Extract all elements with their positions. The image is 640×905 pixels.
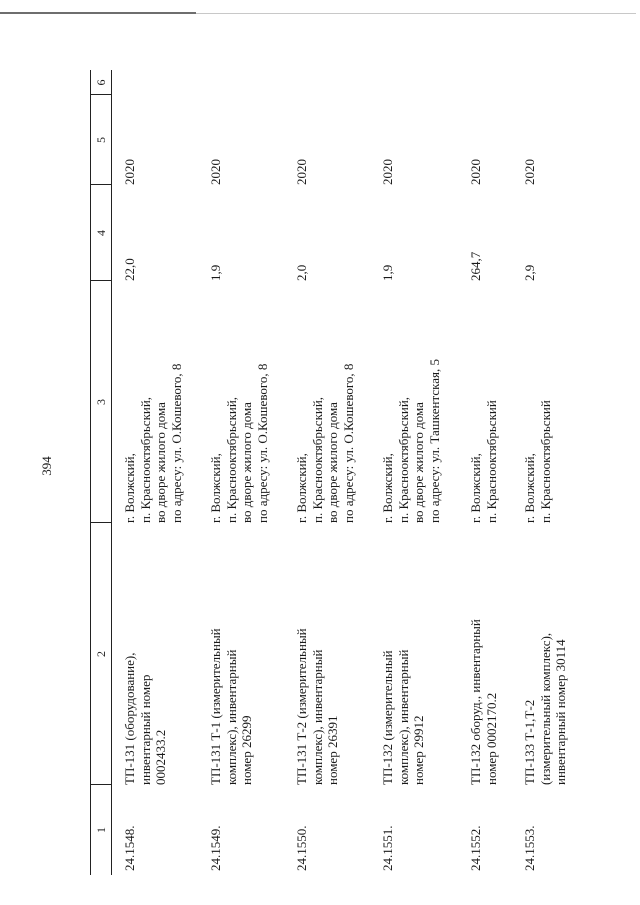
object-name-line: ТП-131 Т-1 (измерительный xyxy=(208,628,223,785)
table-header-row xyxy=(90,70,112,875)
object-address-line: во дворе жилого дома xyxy=(239,402,254,523)
row-number: 24.1551. xyxy=(380,825,395,871)
object-name xyxy=(208,535,255,785)
row-number: 24.1550. xyxy=(294,825,309,871)
object-name-line: номер 0002170.2 xyxy=(483,692,499,785)
object-address-line: п. Краснооктябрьский xyxy=(537,400,553,523)
object-address-line: по адресу: ул. Ташкентская, 5 xyxy=(426,359,442,523)
header-col-3: 3 xyxy=(94,399,108,405)
object-value: 2,0 xyxy=(294,264,309,281)
object-name-line: комплекс), инвентарный xyxy=(395,649,411,785)
header-col-6: 6 xyxy=(94,79,108,86)
object-name-line: номер 26391 xyxy=(325,715,340,785)
object-address-line: г. Волжский, xyxy=(208,453,223,523)
page-number: 394 xyxy=(39,456,54,476)
object-value: 1,9 xyxy=(380,264,395,281)
object-address xyxy=(522,293,553,523)
object-address-line: во дворе жилого дома xyxy=(325,402,340,523)
object-address-line: по адресу: ул. О.Кошевого, 8 xyxy=(340,363,356,523)
property-table xyxy=(90,70,615,875)
header-col-1: 1 xyxy=(94,827,108,833)
row-number: 24.1552. xyxy=(468,825,483,871)
object-name xyxy=(468,535,499,785)
object-address-line: г. Волжский, xyxy=(122,453,137,523)
object-address-line: во дворе жилого дома xyxy=(411,402,426,523)
object-name-line: ТП-132 (измерительный xyxy=(380,650,395,785)
header-col-5: 5 xyxy=(94,137,108,143)
row-number: 24.1553. xyxy=(522,825,537,871)
object-year: 2020 xyxy=(208,159,223,185)
object-address xyxy=(208,293,270,523)
object-address xyxy=(122,293,184,523)
object-address-line: п. Краснооктябрьский, xyxy=(137,396,153,523)
object-name xyxy=(294,535,341,785)
object-address-line: по адресу: ул. О.Кошевого, 8 xyxy=(254,363,270,523)
object-address-line: п. Краснооктябрьский, xyxy=(309,396,325,523)
object-name-line: 0002433.2 xyxy=(153,729,168,785)
object-address xyxy=(294,293,356,523)
row-number: 24.1548. xyxy=(122,825,137,871)
object-address-line: во дворе жилого дома xyxy=(153,402,168,523)
object-value: 1,9 xyxy=(208,264,223,281)
object-address-line: г. Волжский, xyxy=(380,453,395,523)
object-name-line: ТП-131 Т-2 (измерительный xyxy=(294,628,309,785)
object-year: 2020 xyxy=(468,159,483,185)
object-name xyxy=(122,535,169,785)
object-address-line: г. Волжский, xyxy=(294,453,309,523)
header-col-2: 2 xyxy=(94,651,108,657)
object-name xyxy=(380,535,427,785)
row-number: 24.1549. xyxy=(208,825,223,871)
object-year: 2020 xyxy=(122,159,137,185)
object-name-line: инвентарный номер xyxy=(137,674,153,785)
object-name-line: номер 26299 xyxy=(239,715,254,785)
object-value: 2,9 xyxy=(522,264,537,281)
object-year: 2020 xyxy=(380,159,395,185)
object-name-line: (измерительный комплекс), xyxy=(537,632,553,785)
object-value: 264,7 xyxy=(468,251,483,281)
object-name xyxy=(522,535,569,785)
object-value: 22,0 xyxy=(122,258,137,281)
object-address-line: по адресу: ул. О.Кошевого, 8 xyxy=(168,363,184,523)
rotated-page xyxy=(80,0,640,905)
object-year: 2020 xyxy=(294,159,309,185)
object-address xyxy=(380,293,442,523)
object-address-line: п. Краснооктябрьский xyxy=(483,400,499,523)
header-col-4: 4 xyxy=(94,230,108,236)
object-address xyxy=(468,293,499,523)
object-name-line: номер 29912 xyxy=(411,715,426,785)
object-address-line: г. Волжский, xyxy=(522,453,537,523)
object-name-line: инвентарный номер 30114 xyxy=(553,639,568,785)
object-address-line: п. Краснооктябрьский, xyxy=(223,396,239,523)
object-name-line: комплекс), инвентарный xyxy=(309,649,325,785)
object-name-line: ТП-133 Т-1,Т-2 xyxy=(522,699,537,785)
object-name-line: ТП-132 оборуд., инвентарный xyxy=(468,619,483,785)
object-address-line: п. Краснооктябрьский, xyxy=(395,396,411,523)
object-address-line: г. Волжский, xyxy=(468,453,483,523)
object-year: 2020 xyxy=(522,159,537,185)
object-name-line: комплекс), инвентарный xyxy=(223,649,239,785)
object-name-line: ТП-131 (оборудование), xyxy=(122,652,137,785)
